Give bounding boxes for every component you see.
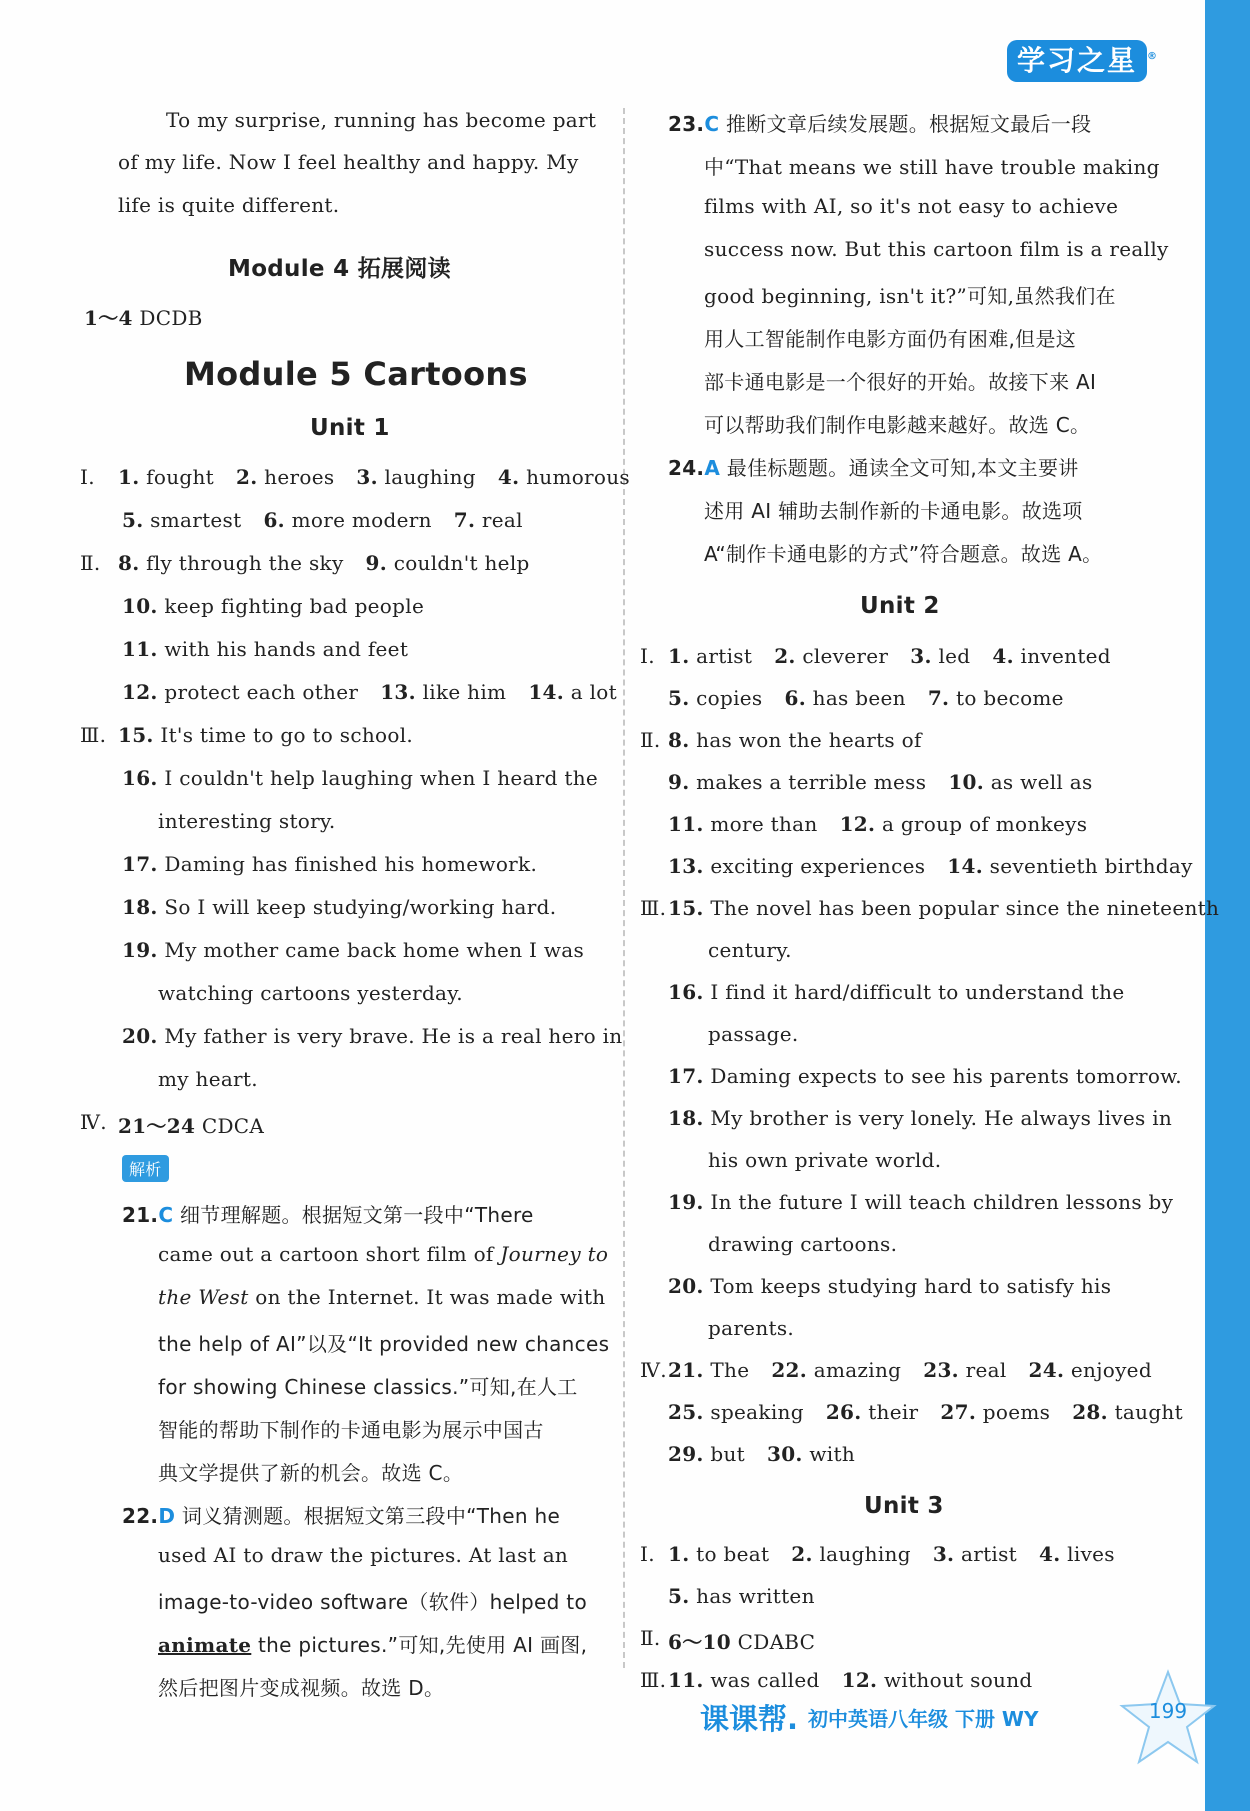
answer-text: was called (710, 1668, 820, 1692)
answer-number: 1. (668, 644, 690, 668)
answer-item (842, 1668, 1033, 1692)
answer-text: speaking (710, 1400, 804, 1424)
text-line: of my life. Now I feel healthy and happy. My (118, 150, 579, 174)
explanation-line: the help of AI”以及“It provided new chances (158, 1332, 610, 1356)
answer-text: exciting experiences (710, 854, 926, 878)
answer-text: has been (812, 686, 906, 710)
footer-book-info: 初中英语八年级 下册 WY (808, 1707, 1039, 1731)
explanation-line: 部卡通电影是一个很好的开始。故接下来 AI (704, 370, 1097, 394)
answer-number: 4. (1039, 1542, 1061, 1566)
answer-number: 6. (263, 508, 285, 532)
answer-number: 12. (122, 680, 158, 704)
answer-number: 29. (668, 1442, 704, 1466)
analysis-badge: 解析 (122, 1155, 169, 1182)
answer-item (668, 1442, 745, 1466)
answer-number: 6. (784, 686, 806, 710)
answer-text: their (868, 1400, 919, 1424)
answer-number: 28. (1072, 1400, 1108, 1424)
sentence-17: 17. Daming expects to see his parents tomorrow. (668, 1064, 1182, 1088)
explanation-line: image-to-video software（软件）helped to (158, 1590, 587, 1614)
answer-number: 11. (668, 1668, 704, 1692)
answer-number: 13. (380, 680, 416, 704)
answer-text: a group of monkeys (881, 812, 1088, 836)
answer-number: 2. (236, 465, 258, 489)
answer-text: more than (710, 812, 818, 836)
answer-number: 30. (767, 1442, 803, 1466)
section-label: Ⅳ. (80, 1110, 107, 1134)
answer-number: 5. (668, 1584, 690, 1608)
sentence-18-cont: his own private world. (708, 1148, 942, 1172)
explanation-24: 24.A 最佳标题题。通读全文可知,本文主要讲 (668, 456, 1079, 480)
answer-number: 9. (668, 770, 690, 794)
answer-text: seventieth birthday (989, 854, 1193, 878)
answer-item (933, 1542, 1017, 1566)
sentence-19-cont: watching cartoons yesterday. (158, 981, 463, 1005)
explanation-line: films with AI, so it's not easy to achieve (704, 194, 1119, 218)
answer-number: 7. (453, 508, 476, 532)
answer-item (1029, 1358, 1152, 1382)
answer-number: 11. (668, 812, 704, 836)
answer-row (668, 728, 944, 752)
explanation-line: good beginning, isn't it?”可知,虽然我们在 (704, 284, 1116, 308)
explanation-line: 典文学提供了新的机会。故选 C。 (158, 1461, 464, 1485)
text-line: life is quite different. (118, 193, 340, 217)
section-label: Ⅱ. (80, 551, 101, 575)
answer-number: 8. (118, 551, 140, 575)
answer-number: 3. (910, 644, 932, 668)
column-divider (623, 108, 625, 1668)
answer-item (668, 1400, 804, 1424)
section-label: Ⅲ. (640, 896, 667, 920)
answer-text: lives (1067, 1542, 1115, 1566)
explanation-line: used AI to draw the pictures. At last an (158, 1543, 569, 1567)
answer-item (668, 1584, 815, 1608)
answer-text: laughing (384, 465, 476, 489)
answer-text: amazing (813, 1358, 902, 1382)
answer-item (366, 551, 530, 575)
answer-text: protect each other (164, 680, 359, 704)
answer-item (380, 680, 506, 704)
answer-text: copies (696, 686, 763, 710)
answer-text: laughing (819, 1542, 911, 1566)
answer-number: 24. (1028, 1358, 1065, 1382)
sentence-15-cont: century. (708, 938, 792, 962)
section-label: Ⅰ. (80, 465, 95, 489)
sentence-20-cont: my heart. (158, 1067, 258, 1091)
answer-text: cleverer (802, 644, 889, 668)
answer-text: has written (696, 1584, 815, 1608)
answer-row (122, 594, 446, 618)
answer-text: fought (146, 465, 215, 489)
answer-item (1072, 1400, 1183, 1424)
answer-number: 8. (668, 728, 690, 752)
sentence-19: 19. My mother came back home when I was (122, 938, 585, 962)
answer-item (668, 1358, 749, 1382)
answer-item (122, 508, 241, 532)
explanation-line: A“制作卡通电影的方式”符合题意。故选 A。 (704, 542, 1103, 566)
answer-text: with his hands and feet (164, 637, 409, 661)
section-label: Ⅰ. (640, 1542, 655, 1566)
sentence-20: 20. My father is very brave. He is a real hero in (122, 1024, 623, 1048)
answer-item (928, 686, 1064, 710)
answer-item (236, 465, 334, 489)
answer-number: 2. (791, 1542, 813, 1566)
answer-number: 10. (122, 594, 158, 618)
answer-number: 22. (771, 1358, 808, 1382)
answer-row (668, 770, 1115, 794)
explanation-line: 用人工智能制作电影方面仍有困难,但是这 (704, 327, 1077, 351)
sentence-16: 16. I couldn't help laughing when I heard the (122, 766, 599, 790)
answer-item (791, 1542, 911, 1566)
answer-number: 7. (927, 686, 950, 710)
answer-item (923, 1358, 1006, 1382)
module5-heading: Module 5 Cartoons (184, 355, 528, 393)
answer-text: with (809, 1442, 856, 1466)
answer-item (840, 812, 1088, 836)
answer-text: has won the hearts of (696, 728, 922, 752)
answer-number: 14. (947, 854, 983, 878)
explanation-line: 然后把图片变成视频。故选 D。 (158, 1676, 445, 1700)
answer-number: 11. (122, 637, 158, 661)
sentence-20-cont: parents. (708, 1316, 795, 1340)
answer-item (122, 637, 408, 661)
section-label: Ⅳ. (640, 1358, 667, 1382)
explanation-line: animate the pictures.”可知,先使用 AI 画图, (158, 1633, 588, 1657)
answer-text: to beat (696, 1542, 770, 1566)
answer-number: 4. (497, 465, 520, 489)
answer-item (118, 465, 214, 489)
answer-row (668, 686, 1086, 710)
unit1-heading: Unit 1 (310, 415, 390, 441)
answer-item (122, 594, 424, 618)
answer-number: 25. (668, 1400, 704, 1424)
answer-item (947, 854, 1192, 878)
answer-row (668, 1442, 877, 1466)
answer-number: 21. (668, 1358, 704, 1382)
module4-heading: Module 4 拓展阅读 (228, 256, 451, 282)
answer-number: 23. (923, 1358, 959, 1382)
answer-text: like him (422, 680, 507, 704)
answer-number: 10. (948, 770, 985, 794)
brand-logo: 学习之星 ® (1007, 40, 1147, 82)
answer-row (668, 1542, 1137, 1566)
answer-item (940, 1400, 1050, 1424)
answer-row (668, 1584, 837, 1608)
answer-item (668, 770, 926, 794)
sentence-16: 16. I find it hard/difficult to understand the (668, 980, 1125, 1004)
answer-row (118, 551, 552, 575)
answer-row (122, 680, 639, 704)
section-label: Ⅱ. (640, 1626, 661, 1650)
answer-number: 5. (122, 508, 144, 532)
answer-text: real (481, 508, 523, 532)
answer-text: heroes (264, 465, 335, 489)
answer-row (668, 644, 1133, 668)
sentence-16-cont: passage. (708, 1022, 799, 1046)
answer-row (668, 1668, 1055, 1692)
explanation-line: for showing Chinese classics.”可知,在人工 (158, 1375, 578, 1399)
sentence-16-cont: interesting story. (158, 809, 336, 833)
answer-text: enjoyed (1070, 1358, 1152, 1382)
answer-item (774, 644, 888, 668)
answer-item (454, 508, 523, 532)
sentence-17: 17. Daming has finished his homework. (122, 852, 538, 876)
answer-text: a lot (570, 680, 617, 704)
footer-brand: 课课帮. (700, 1702, 799, 1736)
sentence-15: 15. The novel has been popular since the nineteenth (668, 896, 1220, 920)
text-line: To my surprise, running has become part (166, 108, 597, 132)
answer-text: makes a terrible mess (696, 770, 927, 794)
answer-item (118, 551, 344, 575)
answer-text: keep fighting bad people (164, 594, 425, 618)
explanation-21: 21.C 细节理解题。根据短文第一段中“There (122, 1203, 534, 1227)
answer-item (668, 1542, 769, 1566)
section-label: Ⅰ. (640, 644, 655, 668)
answer-item (668, 812, 818, 836)
answer-row (668, 1358, 1174, 1382)
answer-text: couldn't help (393, 551, 530, 575)
answer-item (668, 728, 922, 752)
answer-number: 1. (668, 1542, 690, 1566)
answer-item (826, 1400, 919, 1424)
explanation-line: success now. But this cartoon film is a really (704, 237, 1169, 261)
answer-item (948, 770, 1092, 794)
answer-row (668, 1400, 1205, 1424)
answer-row (122, 508, 545, 532)
answer-row (668, 854, 1215, 878)
m4-answers: 1～4 DCDB (84, 306, 203, 330)
explanation-23: 23.C 推断文章后续发展题。根据短文最后一段 (668, 112, 1092, 136)
answer-text: artist (960, 1542, 1018, 1566)
answer-item (498, 465, 630, 489)
answer-text: The (710, 1358, 750, 1382)
answer-text: led (938, 644, 971, 668)
explanation-line: 述用 AI 辅助去制作新的卡通电影。故选项 (704, 499, 1083, 523)
explanation-line: the West on the Internet. It was made with (158, 1285, 606, 1309)
section-label: Ⅲ. (640, 1668, 667, 1692)
answer-number: 14. (528, 680, 565, 704)
answer-item (356, 465, 476, 489)
answer-number: 4. (992, 644, 1014, 668)
sentence-19-cont: drawing cartoons. (708, 1232, 898, 1256)
answer-item (771, 1358, 901, 1382)
answer-number: 12. (841, 1668, 878, 1692)
page-number: 199 (1148, 1699, 1188, 1723)
answer-number: 2. (774, 644, 796, 668)
answer-number: 26. (825, 1400, 862, 1424)
answer-text: smartest (150, 508, 242, 532)
answer-item (910, 644, 970, 668)
answer-item (767, 1442, 855, 1466)
sentence-18: 18. My brother is very lonely. He always lives in (668, 1106, 1173, 1130)
unit3-heading: Unit 3 (864, 1493, 944, 1519)
explanation-line: 智能的帮助下制作的卡通电影为展示中国古 (158, 1418, 544, 1442)
answer-number: 5. (668, 686, 690, 710)
answer-item (668, 644, 752, 668)
answer-number: 3. (356, 465, 378, 489)
explanation-line: 中“That means we still have trouble making (704, 155, 1160, 179)
answer-row (668, 812, 1109, 836)
answer-number: 27. (940, 1400, 977, 1424)
answer-item (992, 644, 1111, 668)
answer-text: humorous (526, 465, 630, 489)
answer-number: 1. (118, 465, 140, 489)
answer-text: as well as (990, 770, 1093, 794)
answer-item (668, 854, 925, 878)
answer-text: artist (696, 644, 753, 668)
answer-text: more modern (291, 508, 432, 532)
u3-ii-answers: 6～10 CDABC (668, 1630, 816, 1654)
answer-item (668, 686, 763, 710)
answer-number: 9. (365, 551, 388, 575)
answer-text: taught (1114, 1400, 1183, 1424)
explanation-line: 可以帮助我们制作电影越来越好。故选 C。 (704, 413, 1091, 437)
answer-item (263, 508, 431, 532)
answer-text: real (965, 1358, 1007, 1382)
answer-row (122, 637, 430, 661)
answer-item (785, 686, 906, 710)
sentence-18: 18. So I will keep studying/working hard. (122, 895, 557, 919)
answer-number: 13. (668, 854, 704, 878)
answer-text: to become (956, 686, 1064, 710)
answer-number: 12. (839, 812, 876, 836)
answer-text: but (710, 1442, 745, 1466)
explanation-line: came out a cartoon short film of Journey to (158, 1242, 609, 1266)
sentence-15: 15. It's time to go to school. (118, 723, 414, 747)
answer-text: without sound (883, 1668, 1033, 1692)
answer-item (668, 1668, 820, 1692)
explanation-22: 22.D 词义猜测题。根据短文第三段中“Then he (122, 1504, 561, 1528)
answer-row (118, 465, 652, 489)
answer-text: fly through the sky (146, 551, 344, 575)
section-label: Ⅲ. (80, 723, 107, 747)
answer-item (1039, 1542, 1115, 1566)
answer-text: poems (982, 1400, 1051, 1424)
answer-item (528, 680, 617, 704)
iv-answers: 21～24 CDCA (118, 1114, 265, 1138)
section-label: Ⅱ. (640, 728, 661, 752)
unit2-heading: Unit 2 (860, 593, 940, 619)
answer-text: invented (1020, 644, 1111, 668)
sentence-20: 20. Tom keeps studying hard to satisfy his (668, 1274, 1112, 1298)
sentence-19: 19. In the future I will teach children lessons by (668, 1190, 1174, 1214)
answer-number: 3. (932, 1542, 955, 1566)
answer-item (122, 680, 358, 704)
